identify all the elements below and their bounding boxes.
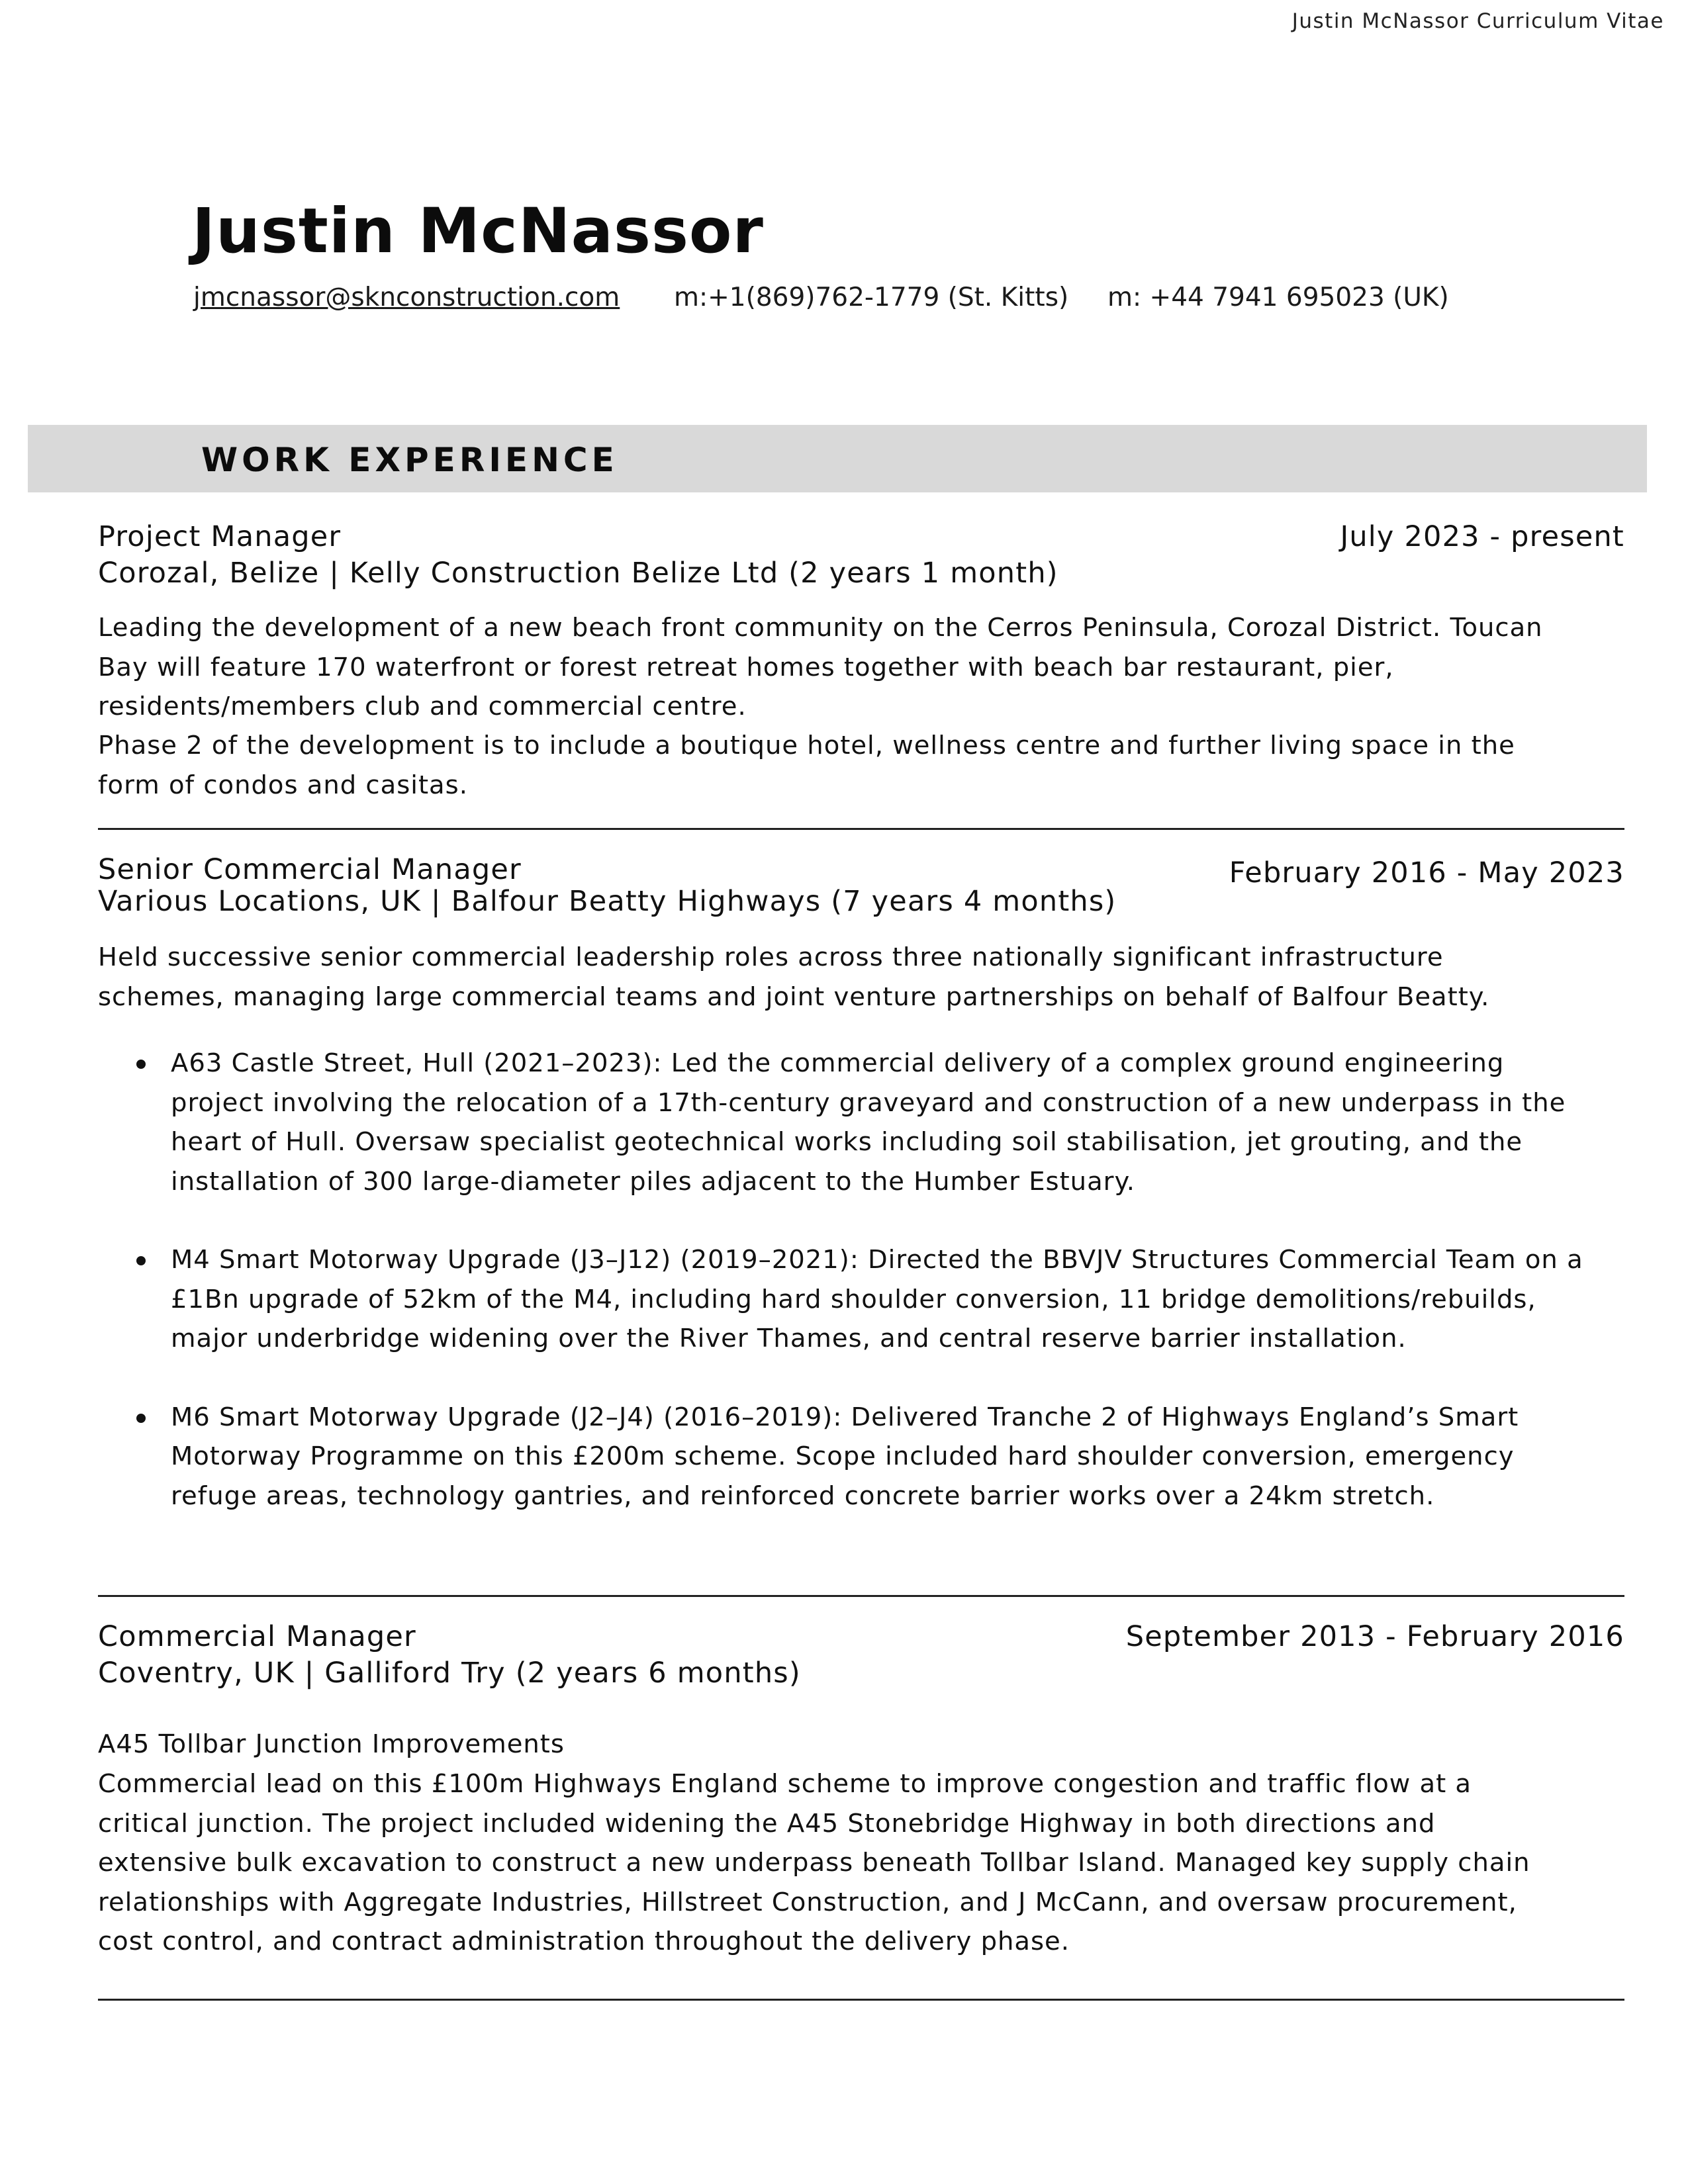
job-dates: July 2023 - present — [1340, 520, 1624, 553]
job-organization: Various Locations, UK | Balfour Beatty Highways (7 years 4 months) — [98, 885, 1117, 918]
email-link[interactable]: jmcnassor@sknconstruction.com — [193, 283, 620, 312]
job-title: Project Manager — [98, 520, 342, 553]
divider — [98, 828, 1624, 830]
job-description-paragraph: Phase 2 of the development is to include a boutique hotel, wellness centre and further living space in the form of condos and casitas. — [98, 731, 1515, 800]
job-title: Senior Commercial Manager — [98, 853, 522, 886]
job-description-paragraph: Commercial lead on this £100m Highways England scheme to improve congestion and traffic flow at a critical junction. The project included widening the A45 Stonebridge Highway in both directions and extensive bulk excavation to construct a new underpass beneath Tollbar Island. Managed key supply chain relationships with Aggregate Industries, Hillstreet Construction, and J McCann, and oversaw procurement, cost control, and contract administration throughout the delivery phase. — [98, 1769, 1530, 1956]
list-item — [98, 1240, 1587, 1359]
bullet-icon — [136, 1414, 146, 1423]
list-item-text: M6 Smart Motorway Upgrade (J2–J4) (2016–2019): Delivered Tranche 2 of Highways England’s Smart Motorway Programme on this £200m scheme. Scope included hard shoulder conversion, emergency refuge areas, technology gantries, and reinforced concrete barrier works over a 24km stretch. — [171, 1402, 1519, 1511]
divider — [98, 1999, 1624, 2001]
list-item — [98, 1044, 1587, 1201]
project-name: A45 Tollbar Junction Improvements — [98, 1729, 565, 1759]
phone-st-kitts: m:+1(869)762-1779 (St. Kitts) — [674, 283, 1069, 312]
job-organization: Coventry, UK | Galliford Try (2 years 6 months) — [98, 1657, 801, 1690]
bullet-icon — [136, 1060, 146, 1069]
running-header: Justin McNassor Curriculum Vitae — [1291, 9, 1664, 33]
divider — [98, 1595, 1624, 1597]
phone-uk: m: +44 7941 695023 (UK) — [1107, 283, 1449, 312]
list-item — [98, 1398, 1587, 1516]
list-item-text: A63 Castle Street, Hull (2021–2023): Led the commercial delivery of a complex ground engineering project involving the relocation of a 17th-century graveyard and construction of a new underpass in the heart of Hull. Oversaw specialist geotechnical works including soil stabilisation, jet grouting, and the installation of 300 large-diameter piles adjacent to the Humber Estuary. — [171, 1048, 1566, 1197]
section-title: WORK EXPERIENCE — [201, 441, 618, 479]
project-list — [98, 1044, 1587, 1555]
job-dates: September 2013 - February 2016 — [1125, 1620, 1624, 1653]
bullet-icon — [136, 1256, 146, 1265]
work-experience-band — [28, 425, 1647, 492]
contact-line — [193, 283, 1449, 312]
job-description-paragraph: Leading the development of a new beach front community on the Cerros Peninsula, Corozal District. Toucan Bay will feature 170 waterfront or forest retreat homes together with beach bar restaurant, pier, residents/members club and commercial centre. — [98, 613, 1543, 721]
candidate-name: Justin McNassor — [192, 195, 764, 267]
job-intro: Held successive senior commercial leadership roles across three nationally significant infrastructure schemes, managing large commercial teams and joint venture partnerships on behalf of Balfour Beatty. — [98, 942, 1490, 1012]
job-title: Commercial Manager — [98, 1620, 416, 1653]
list-item-text: M4 Smart Motorway Upgrade (J3–J12) (2019–2021): Directed the BBVJV Structures Commercial Team on a £1Bn upgrade of 52km of the M4, including hard shoulder conversion, 11 bridge demolitions/rebuilds, major underbridge widening over the River Thames, and central reserve barrier installation. — [171, 1245, 1583, 1353]
job-dates: February 2016 - May 2023 — [1229, 856, 1624, 889]
job-organization: Corozal, Belize | Kelly Construction Belize Ltd (2 years 1 month) — [98, 557, 1058, 590]
